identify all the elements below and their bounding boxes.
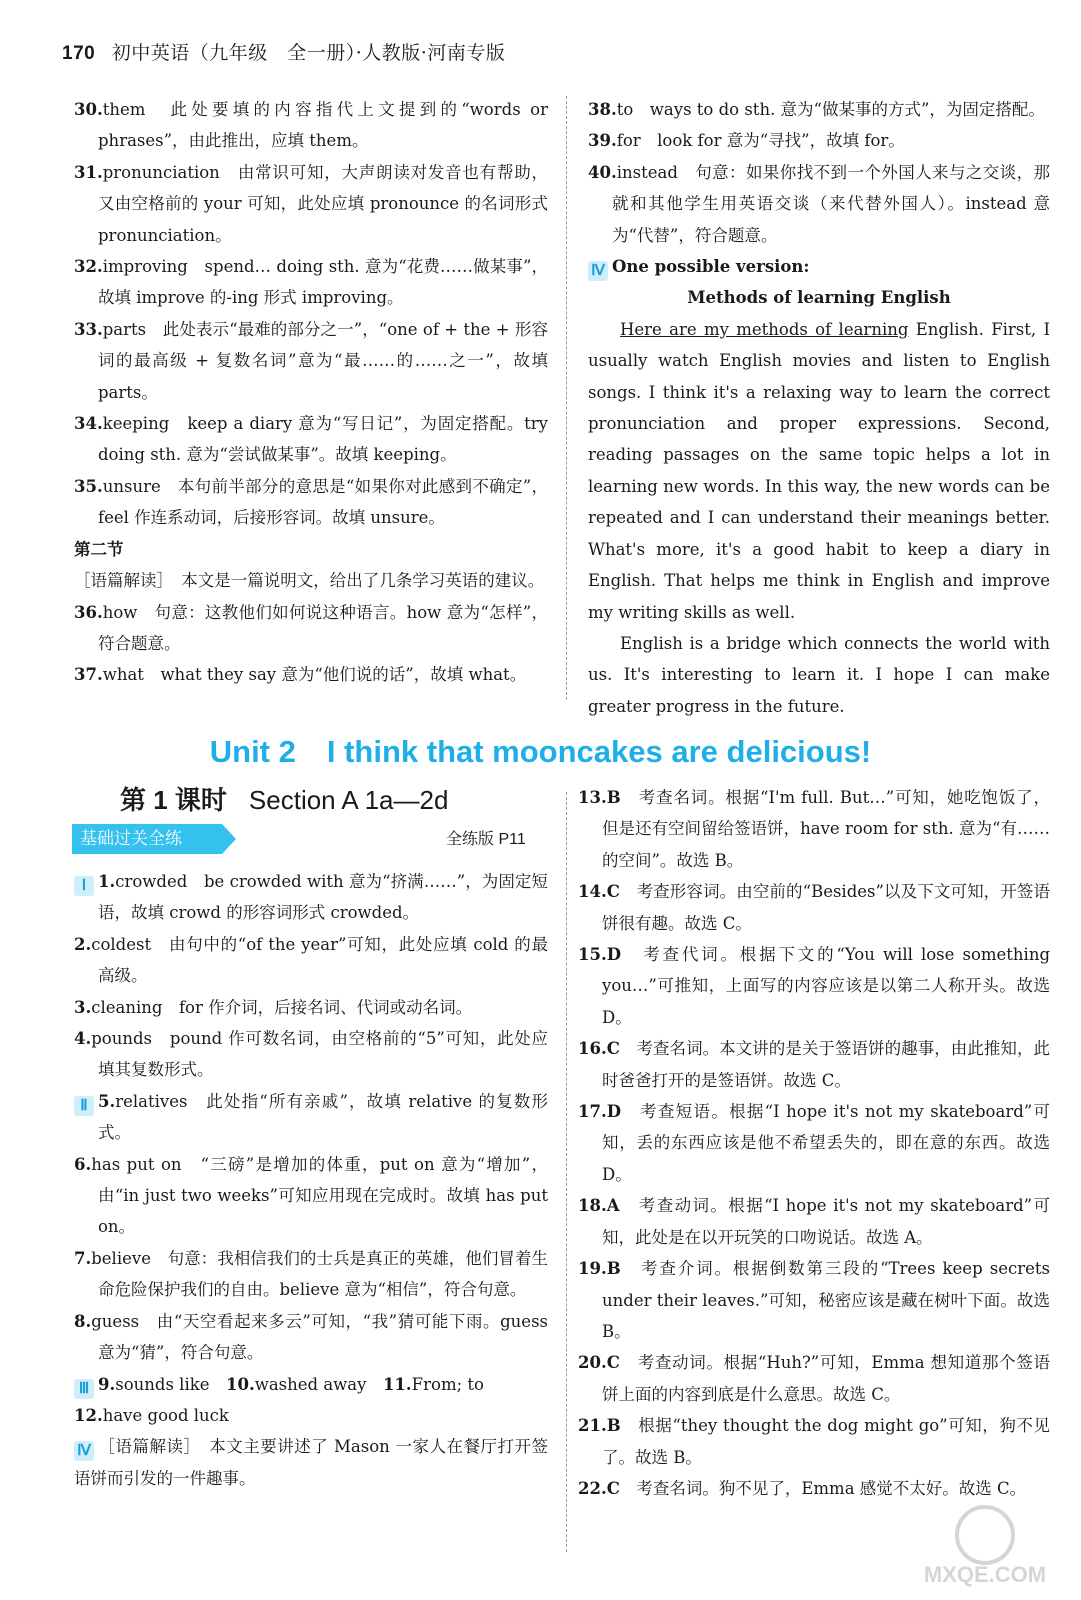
passage-summary: Ⅳ ［语篇解读］ 本文主要讲述了 Mason 一家人在餐厅打开签语饼而引发的一件趣事。	[74, 1437, 548, 1488]
answer-item: 13.B 考查名词。根据“I'm full. But…”可知，她吃饱饭了，但是还有空间留给签语饼，have room for sth. 意为“有……的空间”。故选 B。	[578, 788, 1050, 870]
answer-item: 21.B 根据“they thought the dog might go”可知，狗不见了。故选 B。	[578, 1416, 1050, 1467]
answer-item: Ⅱ 5.relatives 此处指“所有亲戚”，故填 relative 的复数形式。	[74, 1086, 548, 1149]
roman-marker: Ⅳ	[74, 1441, 94, 1461]
column-divider	[566, 792, 567, 1552]
section-banner: 基础过关全练	[72, 824, 222, 854]
answer-item: 40.instead 句意：如果你找不到一个外国人来与之交谈，那就和其他学生用英语交谈（来代替外国人）。instead 意为“代替”，符合题意。	[588, 162, 1050, 245]
answer-item: 14.C 考查形容词。由空前的“Besides”以及下文可知，开签语饼很有趣。故选 C。	[578, 882, 1050, 933]
answer-item: Ⅰ 1.crowded be crowded with 意为“挤满……”，为固定短语，故填 crowd 的形容词形式 crowded。	[74, 866, 548, 929]
answer-item: 15.D 考查代词。根据下文的“You will lose something you…”可推知，上面写的内容应该是以第二人称开头。故选 D。	[578, 945, 1051, 1027]
top-right-column	[588, 94, 1050, 722]
column-divider	[566, 96, 567, 700]
unit-title: Unit 2 I think that mooncakes are delicious!	[209, 734, 872, 769]
essay-paragraph: Here are my methods of learning English. First, I usually watch English movies and listen to English songs. I think it's a relaxing way to learn the correct pronunciation and proper expressions. Second, reading passages on the same topic helps a lot in learning new words. In this way, the new words can be repeated and I can understand their meanings better. What's more, it's a good habit to keep a diary in English. That helps me think in English and improve my writing skills as well.	[588, 319, 1050, 622]
answer-item: 30.them 此处要填的内容指代上文提到的“words or phrases”，由此推出，应填 them。	[74, 100, 548, 151]
answer-item: 2.coldest 由句中的“of the year”可知，此处应填 cold 的最高级。	[74, 934, 548, 986]
essay-paragraph: English is a bridge which connects the world with us. It's interesting to learn it. I hope I can make greater progress in the future.	[588, 633, 1050, 716]
top-left-column	[74, 94, 548, 691]
essay-label: Ⅳ One possible version:	[588, 251, 1050, 282]
roman-marker: Ⅱ	[74, 1096, 94, 1116]
page-header	[62, 38, 505, 65]
bottom-right-column	[578, 782, 1050, 1504]
answer-item: 33.parts 此处表示“最难的部分之一”，“one of + the + 形容词的最高级 + 复数名词”意为“最……的……之一”，故填 parts。	[74, 319, 548, 402]
page-number: 170	[62, 43, 96, 64]
roman-marker: Ⅳ	[588, 261, 608, 281]
answer-item: 39.for look for 意为“寻找”，故填 for。	[588, 131, 905, 151]
essay-title: Methods of learning English	[687, 288, 951, 308]
answer-item: 7.believe 句意：我相信我们的士兵是真正的英雄，他们冒着生命危险保护我们的自由。believe 意为“相信”，符合句意。	[74, 1248, 549, 1300]
page-reference: 全练版 P11	[446, 831, 526, 848]
lesson-title: 第 1 课时 Section A 1a—2d	[120, 785, 449, 815]
roman-marker: Ⅲ	[74, 1379, 94, 1399]
answer-item: 16.C 考查名词。本文讲的是关于签语饼的趣事，由此推知，此时爸爸打开的是签语饼。故选 C。	[578, 1039, 1051, 1090]
answer-item: 31.pronunciation 由常识可知，大声朗读对发音也有帮助，又由空格前的 your 可知，此处应填 pronounce 的名词形式 pronunciation。	[74, 162, 549, 245]
answer-item: 18.A 考查动词。根据“I hope it's not my skateboard”可知，此处是在以开玩笑的口吻说话。故选 A。	[578, 1196, 1050, 1247]
section-heading: 第二节	[74, 539, 124, 559]
passage-summary: ［语篇解读］ 本文是一篇说明文，给出了几条学习英语的建议。	[74, 571, 545, 591]
answer-item: 20.C 考查动词。根据“Huh?”可知，Emma 想知道那个签语饼上面的内容到底是什么意思。故选 C。	[578, 1353, 1051, 1404]
answer-item: 3.cleaning for 作介词，后接名词、代词或动名词。	[74, 997, 473, 1017]
answer-item: 22.C 考查名词。狗不见了，Emma 感觉不太好。故选 C。	[578, 1478, 1027, 1498]
book-title: 初中英语（九年级 全一册）·人教版·河南专版	[111, 42, 506, 64]
answer-row: Ⅲ 9.sounds like 10.washed away 11.From; to	[74, 1369, 548, 1400]
answer-item: 37.what what they say 意为“他们说的话”，故填 what。	[74, 665, 527, 685]
answer-item: 38.to ways to do sth. 意为“做某事的方式”，为固定搭配。	[588, 100, 1045, 119]
answer-item: 17.D 考查短语。根据“I hope it's not my skateboard”可知，丢的东西应该是他不希望丢失的，即在意的东西。故选 D。	[578, 1102, 1050, 1184]
answer-item: 35.unsure 本句前半部分的意思是“如果你对此感到不确定”，feel 作连系动词，后接形容词。故填 unsure。	[74, 476, 549, 528]
watermark-logo	[900, 1500, 1070, 1590]
bottom-left-column	[74, 866, 548, 1494]
answer-item: 8.guess 由“天空看起来多云”可知，“我”猜可能下雨。guess 意为“猜”，符合句意。	[74, 1311, 549, 1363]
answer-item: 34.keeping keep a diary 意为“写日记”，为固定搭配。try doing sth. 意为“尝试做某事”。故填 keeping。	[74, 414, 548, 465]
watermark-text: MXQE.COM	[923, 1562, 1047, 1587]
answer-item: 32.improving spend… doing sth. 意为“花费……做某事”，故填 improve 的-ing 形式 improving。	[74, 257, 548, 308]
answer-item: 12.have good luck	[74, 1405, 229, 1425]
answer-item: 36.how 句意：这教他们如何说这种语言。how 意为“怎样”，符合题意。	[74, 602, 548, 653]
answer-item: 19.B 考查介词。根据倒数第三段的“Trees keep secrets under their leaves.”可知，秘密应该是藏在树叶下面。故选 B。	[578, 1259, 1050, 1341]
answer-item: 6.has put on “三磅”是增加的体重，put on 意为“增加”，由“in just two weeks”可知应用现在完成时。故填 has put on。	[74, 1154, 548, 1237]
answer-item: 4.pounds pound 作可数名词，由空格前的“5”可知，此处应填其复数形式。	[74, 1029, 548, 1080]
roman-marker: Ⅰ	[74, 876, 94, 896]
